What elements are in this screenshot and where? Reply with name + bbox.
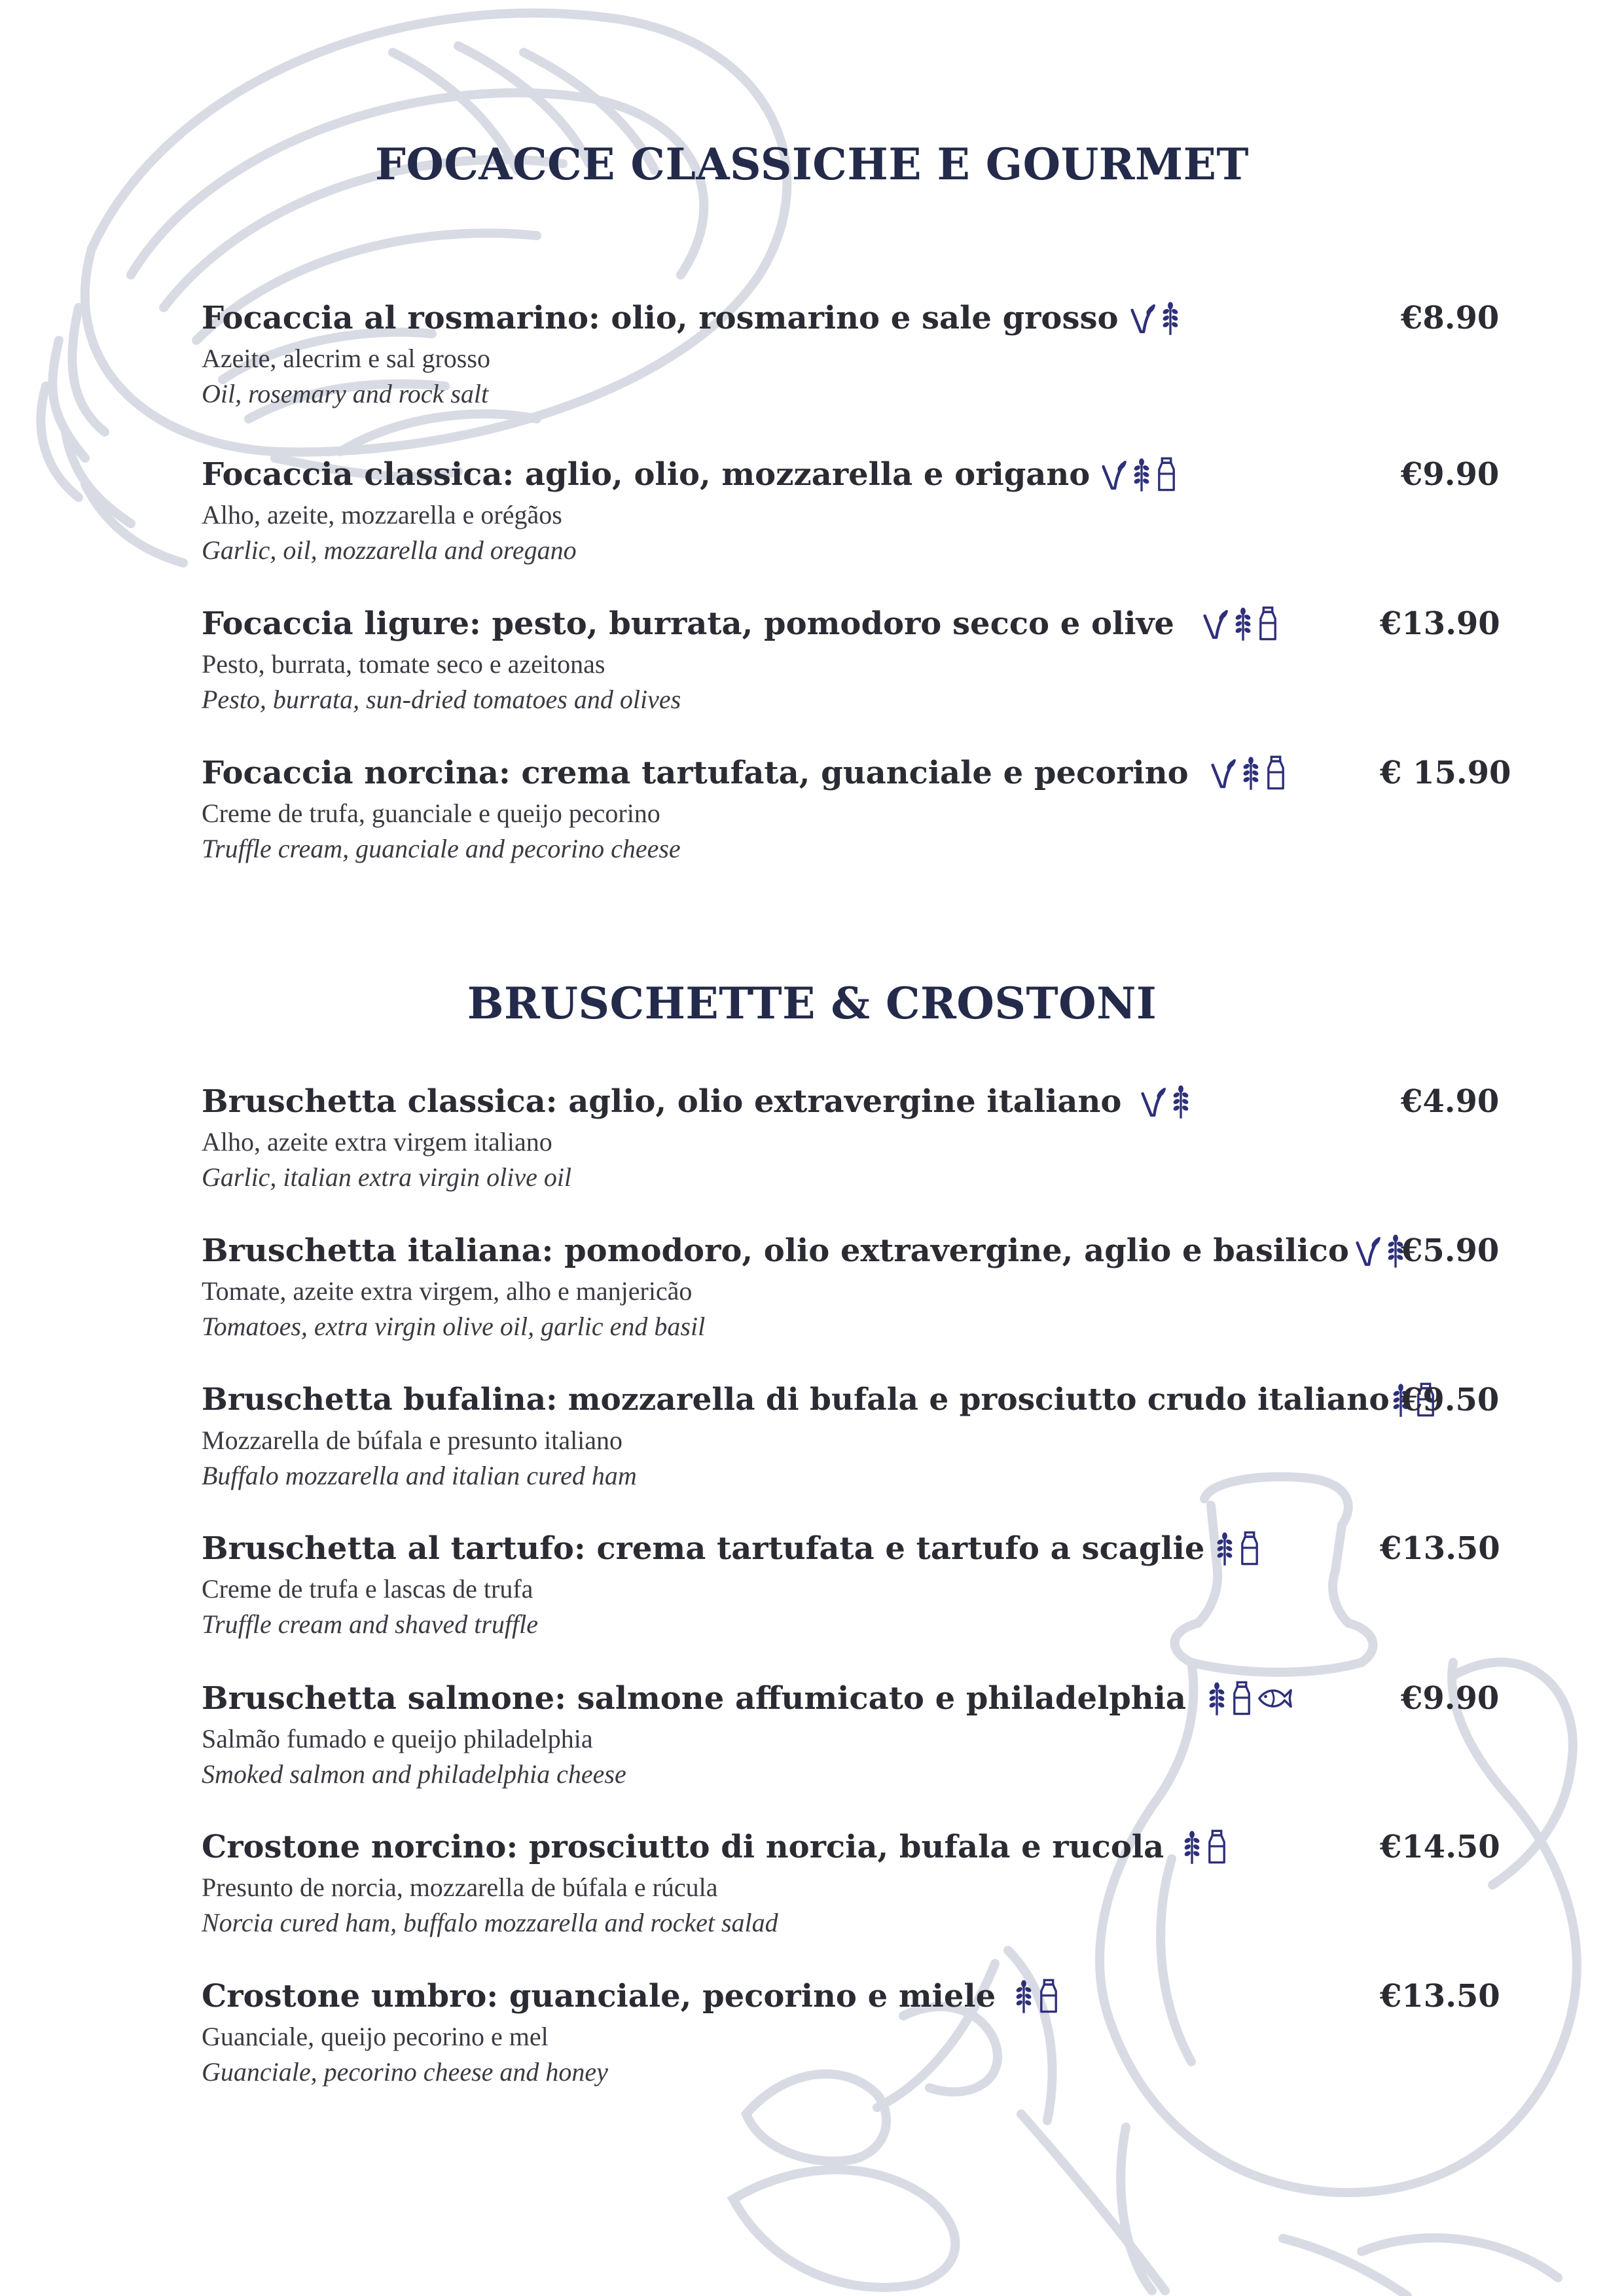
item-description-pt: Alho, azeite, mozzarella e orégãos	[202, 500, 562, 529]
dairy-icon	[1038, 1978, 1060, 2015]
item-name: Bruschetta bufalina: mozzarella di bufala e prosciutto crudo italiano	[202, 1382, 1390, 1418]
gluten-icon	[1214, 1530, 1236, 1567]
item-description-pt: Creme de trufa, guanciale e queijo pecorino	[202, 798, 660, 828]
gluten-icon	[1013, 1978, 1035, 2015]
item-name: Bruschetta classica: aglio, olio extravergine italiano	[202, 1083, 1122, 1120]
allergen-icons	[1181, 1829, 1231, 1865]
menu-item	[202, 1228, 1504, 1344]
item-name: Bruschetta salmone: salmone affumicato e philadelphia	[202, 1680, 1187, 1717]
item-description-en: Guanciale, pecorino cheese and honey	[202, 2057, 608, 2087]
item-name: Bruschetta italiana: pomodoro, olio extravergine, aglio e basilico	[202, 1232, 1349, 1269]
item-description-en: Norcia cured ham, buffalo mozzarella and rocket salad	[202, 1908, 778, 1937]
gluten-icon	[1232, 605, 1254, 642]
allergen-icons	[1208, 755, 1290, 791]
item-description-en: Oil, rosemary and rock salt	[202, 379, 489, 408]
section-title-focacce: FOCACCE CLASSICHE E GOURMET	[374, 139, 1249, 190]
item-description-pt: Mozzarella de búfala e presunto italiano	[202, 1426, 623, 1455]
dairy-icon	[1231, 1680, 1253, 1717]
item-name: Focaccia ligure: pesto, burrata, pomodoro secco e olive	[202, 605, 1174, 642]
gluten-icon	[1170, 1083, 1192, 1120]
item-description-en: Tomatoes, extra virgin olive oil, garlic end basil	[202, 1312, 706, 1341]
fish-icon	[1255, 1682, 1293, 1715]
allergen-icons	[1200, 605, 1282, 642]
item-price: €5.90	[1401, 1232, 1500, 1269]
item-description-en: Pesto, burrata, sun-dried tomatoes and olives	[202, 685, 681, 714]
item-price: €13.50	[1380, 1978, 1500, 2015]
dairy-icon	[1265, 755, 1287, 791]
allergen-icons	[1206, 1680, 1296, 1717]
vegan-icon	[1128, 300, 1157, 336]
vegetarian-icon	[1200, 605, 1229, 642]
gluten-icon	[1181, 1829, 1203, 1865]
dairy-icon	[1238, 1530, 1261, 1567]
item-price: €8.90	[1401, 300, 1500, 336]
gluten-icon	[1206, 1680, 1228, 1717]
item-description-pt: Presunto de norcia, mozzarella de búfala e rúcula	[202, 1873, 718, 1902]
menu-item	[202, 750, 1511, 867]
menu-item	[202, 1676, 1504, 1792]
item-name: Focaccia norcina: crema tartufata, guanciale e pecorino	[202, 755, 1189, 791]
item-description-en: Smoked salmon and philadelphia cheese	[202, 1759, 626, 1789]
section-title-bruschette: BRUSCHETTE & CROSTONI	[467, 978, 1157, 1029]
item-description-en: Truffle cream and shaved truffle	[202, 1609, 539, 1639]
item-description-pt: Guanciale, queijo pecorino e mel	[202, 2022, 549, 2051]
allergen-icons	[1214, 1530, 1263, 1567]
item-description-pt: Creme de trufa e lascas de trufa	[202, 1574, 533, 1604]
menu-item	[202, 601, 1504, 717]
item-description-en: Truffle cream, guanciale and pecorino cheese	[202, 834, 681, 863]
vegetarian-icon	[1099, 456, 1128, 493]
item-description-pt: Pesto, burrata, tomate seco e azeitonas	[202, 649, 605, 679]
menu-item	[202, 1079, 1504, 1195]
item-price: €13.90	[1380, 605, 1500, 642]
item-price: € 15.90	[1380, 755, 1511, 791]
menu-item	[202, 295, 1504, 412]
item-description-pt: Tomate, azeite extra virgem, alho e manjericão	[202, 1276, 693, 1306]
item-description-pt: Azeite, alecrim e sal grosso	[202, 344, 490, 373]
allergen-icons	[1128, 300, 1184, 336]
dairy-icon	[1206, 1829, 1228, 1865]
item-name: Bruschetta al tartufo: crema tartufata e tartufo a scaglie	[202, 1530, 1205, 1567]
item-price: €9.90	[1401, 456, 1500, 493]
item-description-en: Buffalo mozzarella and italian cured ham	[202, 1461, 637, 1490]
gluten-icon	[1130, 456, 1153, 493]
item-description-pt: Alho, azeite extra virgem italiano	[202, 1127, 552, 1157]
item-name: Focaccia classica: aglio, olio, mozzarella e origano	[202, 456, 1091, 493]
gluten-icon	[1159, 300, 1182, 336]
vegan-icon	[1138, 1083, 1167, 1120]
dairy-icon	[1155, 456, 1178, 493]
gluten-icon	[1240, 755, 1262, 791]
dairy-icon	[1257, 605, 1279, 642]
item-price: €14.50	[1380, 1829, 1500, 1865]
allergen-icons	[1138, 1083, 1195, 1120]
item-name: Focaccia al rosmarino: olio, rosmarino e sale grosso	[202, 300, 1119, 336]
vegetarian-icon	[1208, 755, 1237, 791]
item-description-en: Garlic, italian extra virgin olive oil	[202, 1162, 572, 1192]
menu-item	[202, 1526, 1504, 1642]
allergen-icons	[1013, 1978, 1062, 2015]
item-price: €9.50	[1401, 1382, 1500, 1418]
vegan-icon	[1353, 1232, 1382, 1269]
menu-item	[202, 1973, 1504, 2090]
allergen-icons	[1099, 456, 1180, 493]
item-name: Crostone norcino: prosciutto di norcia, bufala e rucola	[202, 1829, 1164, 1865]
item-price: €4.90	[1401, 1083, 1500, 1120]
item-price: €13.50	[1380, 1530, 1500, 1567]
item-name: Crostone umbro: guanciale, pecorino e miele	[202, 1978, 996, 2015]
item-price: €9.90	[1401, 1680, 1500, 1717]
menu-item	[202, 1377, 1504, 1494]
item-description-en: Garlic, oil, mozzarella and oregano	[202, 535, 577, 565]
menu-item	[202, 1824, 1504, 1941]
menu-item	[202, 452, 1504, 568]
item-description-pt: Salmão fumado e queijo philadelphia	[202, 1724, 593, 1753]
